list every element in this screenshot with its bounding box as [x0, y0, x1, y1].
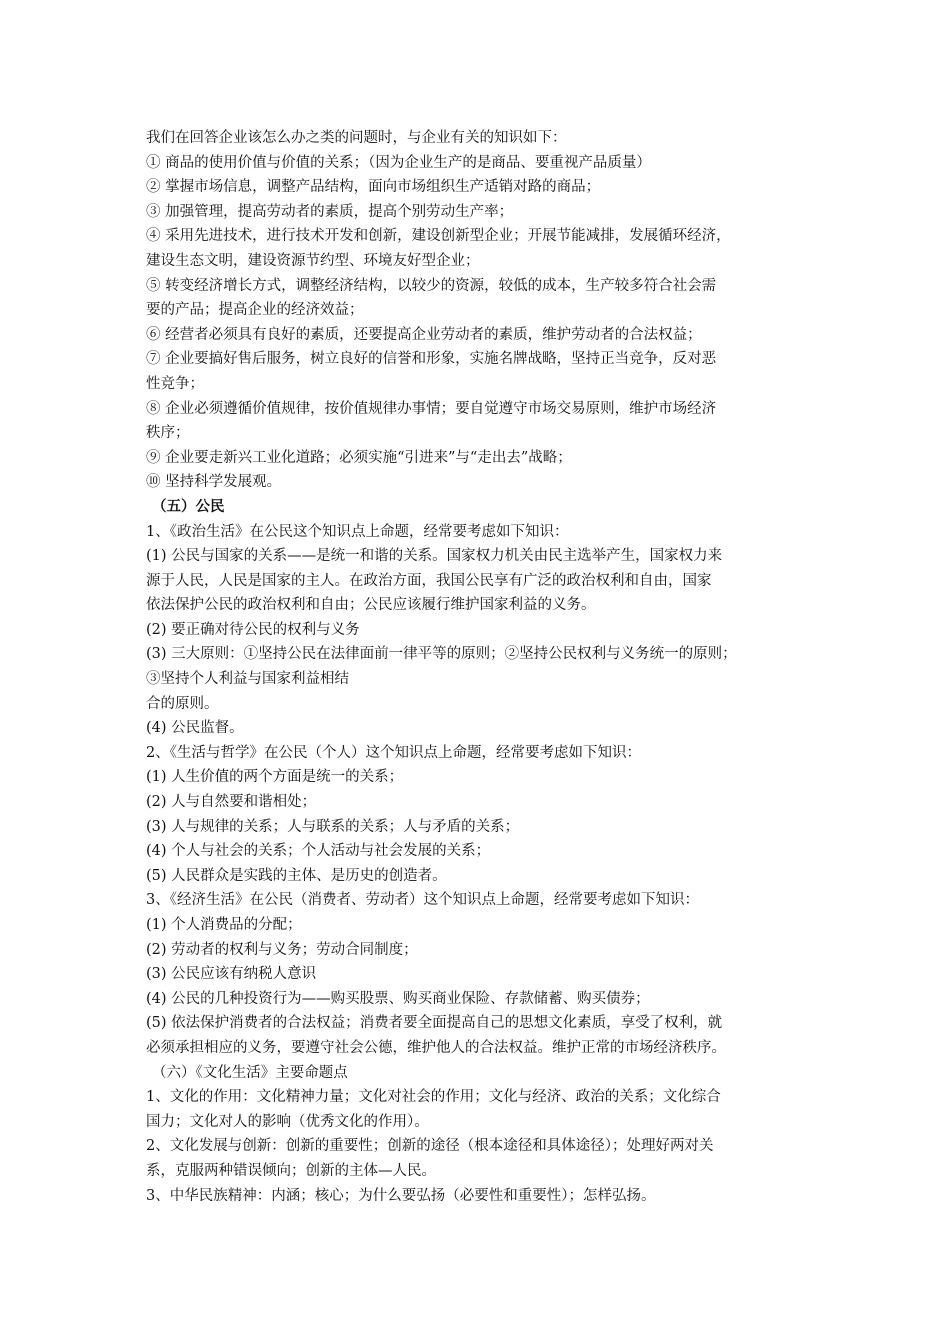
text-line: 国力；文化对人的影响（优秀文化的作用）。: [146, 1113, 429, 1130]
text-line: 3、中华民族精神：内涵；核心；为什么要弘扬（必要性和重要性）；怎样弘扬。: [146, 1187, 656, 1204]
list-item: ⑦ 企业要搞好售后服务，树立良好的信誉和形象，实施名牌战略，坚持正当竞争，反对恶: [146, 351, 717, 368]
list-item: (1) 个人消费品的分配；: [146, 917, 302, 933]
list-item: ⑩ 坚持科学发展观。: [146, 474, 282, 491]
list-item: (3) 三大原则：①坚持公民在法律面前一律平等的原则；②坚持公民权利与义务统一的原则；: [146, 646, 737, 663]
document-body: [146, 126, 814, 1208]
text-line: 源于人民，人民是国家的主人。在政治方面，我国公民享有广泛的政治权利和自由，国家: [146, 572, 712, 589]
list-item: (5) 人民群众是实践的主体、是历史的创造者。: [146, 867, 447, 884]
text-line: 系，克服两种错误倾向；创新的主体—人民。: [146, 1162, 436, 1179]
list-item: (4) 个人与社会的关系；个人活动与社会发展的关系；: [146, 843, 491, 860]
list-item: ⑨ 企业要走新兴工业化道路；必须实施“引进来”与“走出去”战略；: [146, 449, 572, 466]
list-item: (1) 人生价值的两个方面是统一的关系；: [146, 769, 404, 786]
text-line: 秩序；: [146, 425, 190, 442]
list-item: ① 商品的使用价值与价值的关系；（因为企业生产的是商品、要重视产品质量）: [146, 154, 651, 171]
text-line: ③坚持个人利益与国家利益相结: [146, 671, 349, 688]
list-item: ② 掌握市场信息，调整产品结构，面向市场组织生产适销对路的商品；: [146, 179, 601, 196]
section-heading: （五）公民: [152, 498, 225, 515]
text-line: 3、《经济生活》在公民（消费者、劳动者）这个知识点上命题，经常要考虑如下知识：: [146, 892, 699, 909]
section-heading: （六）《文化生活》主要命题点: [152, 1064, 348, 1081]
list-item: (3) 人与规律的关系；人与联系的关系；人与矛盾的关系；: [146, 818, 520, 835]
list-item: ⑥ 经营者必须具有良好的素质，还要提高企业劳动者的素质，维护劳动者的合法权益；: [146, 326, 702, 343]
text-line: 要的产品；提高企业的经济效益；: [146, 302, 364, 319]
list-item: (5) 依法保护消费者的合法权益；消费者要全面提高自己的思想文化素质，享受了权利，就: [146, 1015, 723, 1032]
text-line: 2、文化发展与创新：创新的重要性；创新的途径（根本途径和具体途径）；处理好两对关: [146, 1138, 714, 1155]
list-item: (1) 公民与国家的关系——是统一和谐的关系。国家权力机关由民主选举产生，国家权力来: [146, 548, 723, 565]
text-line: 1、文化的作用：文化精神力量；文化对社会的作用；文化与经济、政治的关系；文化综合: [146, 1089, 721, 1106]
text-line: 建设生态文明，建设资源节约型、环境友好型企业；: [146, 252, 480, 269]
text-line: 我们在回答企业该怎么办之类的问题时，与企业有关的知识如下：: [146, 130, 567, 146]
list-item: ⑧ 企业必须遵循价值规律，按价值规律办事情；要自觉遵守市场交易原则，维护市场经济: [146, 400, 717, 417]
text-line: 2、《生活与哲学》在公民（个人）这个知识点上命题，经常要考虑如下知识：: [146, 744, 641, 761]
list-item: (2) 要正确对待公民的权利与义务: [146, 621, 360, 638]
text-line: 1、《政治生活》在公民这个知识点上命题，经常要考虑如下知识：: [146, 523, 569, 540]
text-line: 必须承担相应的义务，要遵守社会公德，维护他人的合法权益。维护正常的市场经济秩序。: [146, 1039, 726, 1056]
list-item: (4) 公民监督。: [146, 720, 244, 737]
list-item: (3) 公民应该有纳税人意识: [146, 966, 317, 983]
text-line: 性竞争；: [146, 375, 204, 392]
text-line: 依法保护公民的政治权利和自由；公民应该履行维护国家利益的义务。: [146, 597, 596, 614]
list-item: ④ 采用先进技术，进行技术开发和创新，建设创新型企业；开展节能减排，发展循环经济，: [146, 228, 731, 245]
list-item: ③ 加强管理，提高劳动者的素质，提高个别劳动生产率；: [146, 203, 514, 220]
list-item: (4) 公民的几种投资行为——购买股票、购买商业保险、存款储蓄、购买债券；: [146, 990, 650, 1007]
list-item: (2) 劳动者的权利与义务；劳动合同制度；: [146, 941, 418, 958]
list-item: (2) 人与自然要和谐相处；: [146, 794, 317, 811]
list-item: ⑤ 转变经济增长方式，调整经济结构，以较少的资源，较低的成本，生产较多符合社会需: [146, 277, 717, 294]
text-line: 合的原则。: [146, 695, 219, 712]
